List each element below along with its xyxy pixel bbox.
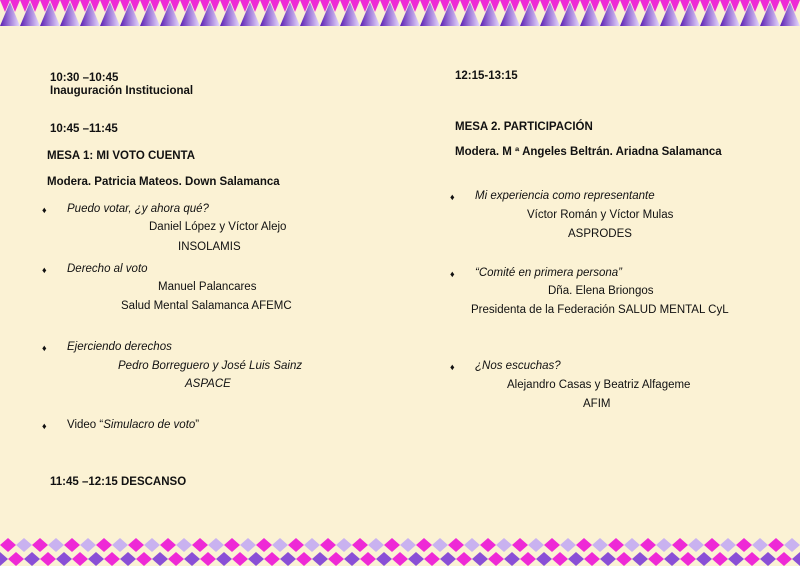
talk-organization: Presidenta de la Federación SALUD MENTAL CyL <box>471 304 729 316</box>
talk-title: “Comité en primera persona” <box>475 267 623 279</box>
bullet-icon: ♦ <box>450 269 455 279</box>
bullet-icon: ♦ <box>450 362 455 372</box>
talk-speakers: Dña. Elena Briongos <box>548 285 654 297</box>
talk-title: Ejerciendo derechos <box>67 341 172 353</box>
talk-speakers: Daniel López y Víctor Alejo <box>149 221 287 233</box>
talk-organization: INSOLAMIS <box>178 241 241 253</box>
talk-organization: ASPACE <box>185 378 231 390</box>
slot1-title: Inauguración Institucional <box>50 85 194 97</box>
talk-organization: AFIM <box>583 398 611 410</box>
decorative-bottom-border <box>0 536 800 566</box>
talk-speakers: Alejandro Casas y Beatriz Alfageme <box>507 379 691 391</box>
bullet-icon: ♦ <box>450 192 455 202</box>
talk-title: ¿Nos escuchas? <box>475 360 561 372</box>
mesa1-moderator: Modera. Patricia Mateos. Down Salamanca <box>47 176 280 188</box>
talk-speakers: Manuel Palancares <box>158 281 257 293</box>
bullet-icon: ♦ <box>42 343 47 353</box>
video-title: Simulacro de voto <box>103 419 196 431</box>
slot1-time: 10:30 –10:45 <box>50 72 119 84</box>
decorative-top-border <box>0 0 800 26</box>
talk-title: Derecho al voto <box>67 263 148 275</box>
talk-title: Puedo votar, ¿y ahora qué? <box>67 203 209 215</box>
mesa1-title: MESA 1: MI VOTO CUENTA <box>47 150 196 162</box>
video-suffix: ” <box>195 419 200 431</box>
mesa2-moderator: Modera. M ª Angeles Beltrán. Ariadna Salamanca <box>455 146 722 158</box>
video-prefix: Video “ <box>67 419 104 431</box>
bullet-icon: ♦ <box>42 265 47 275</box>
talk-organization: Salud Mental Salamanca AFEMC <box>121 300 292 312</box>
talk-organization: ASPRODES <box>568 228 632 240</box>
talk-title: Mi experiencia como representante <box>475 190 655 202</box>
slot2-time: 10:45 –11:45 <box>50 123 118 135</box>
slot3-time: 12:15-13:15 <box>455 70 518 82</box>
break-label: 11:45 –12:15 DESCANSO <box>50 476 187 488</box>
mesa2-title: MESA 2. PARTICIPACIÓN <box>455 121 593 133</box>
talk-speakers: Pedro Borreguero y José Luis Sainz <box>118 360 303 372</box>
talk-speakers: Víctor Román y Víctor Mulas <box>527 209 674 221</box>
bullet-icon: ♦ <box>42 205 47 215</box>
talk-title <box>67 419 199 431</box>
bullet-icon: ♦ <box>42 421 47 431</box>
